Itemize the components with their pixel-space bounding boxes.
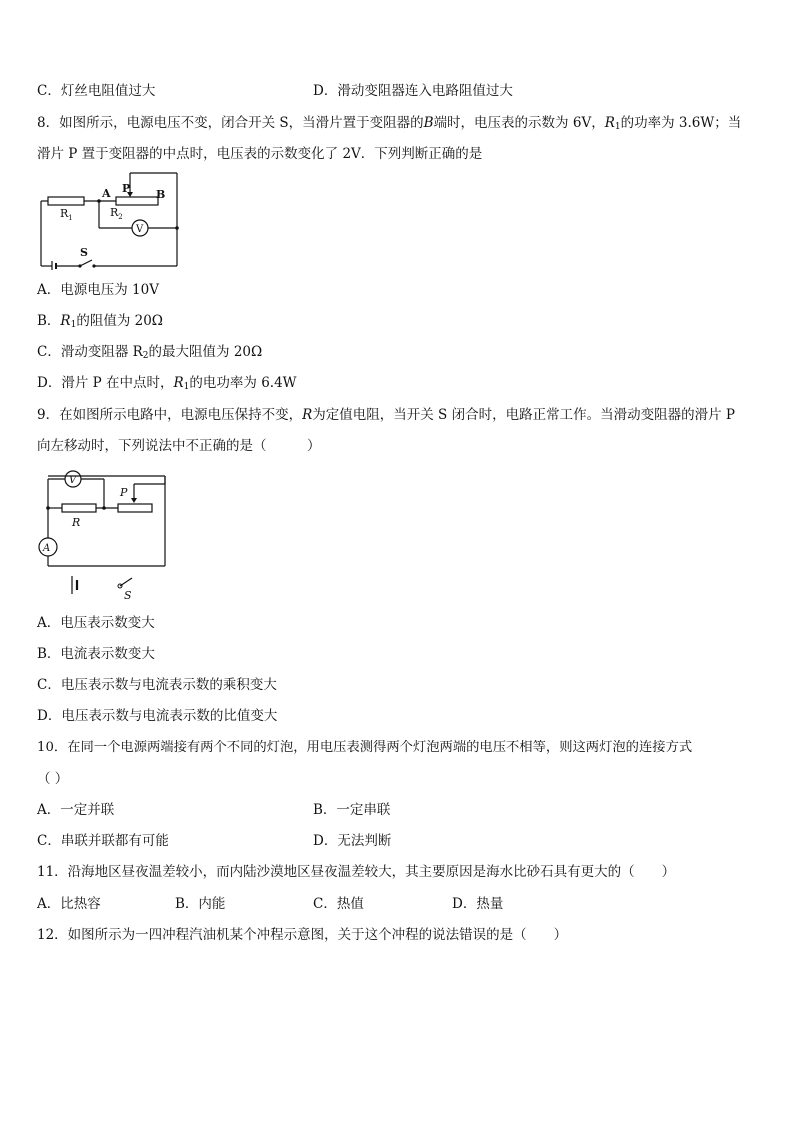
q9-resistor-r (62, 504, 96, 512)
q9-label-s: S (124, 589, 132, 602)
q8-resistor-r1 (48, 197, 84, 205)
q8-option-c: C．滑动变阻器 $R_2$的最大阻值为 20Ω (37, 344, 263, 361)
q9-label-a: A (43, 543, 51, 554)
q10-option-b: B．一定串联 (313, 802, 391, 818)
q8-circuit-diagram (36, 168, 184, 270)
q9-stem-line2: 向左移动时，下列说法中不正确的是（ ） (37, 438, 321, 454)
q11-option-a: A．比热容 (37, 896, 101, 912)
q11-stem: 11．沿海地区昼夜温差较小，而内陆沙漠地区昼夜温差较大，其主要原因是海水比砂石具有更大的（ ） (37, 864, 676, 880)
q8-label-p: P (122, 182, 131, 195)
q10-option-a: A．一定并联 (37, 802, 115, 818)
q11-option-b: B．内能 (175, 896, 226, 912)
q8-label-r1: $R_1$ (60, 207, 73, 222)
q8-label-r2: $R_2$ (110, 206, 123, 221)
q8-option-d: D．滑片 P 在中点时，$R_1$的电功率为 6.4W (37, 375, 297, 392)
q8-stem-line2: 滑片 P 置于变阻器的中点时，电压表的示数变化了 2V．下列判断正确的是 (37, 146, 483, 162)
q11-option-c: C．热值 (313, 896, 364, 912)
q11-option-d: D．热量 (452, 896, 504, 912)
q10-option-d: D．无法判断 (313, 833, 392, 849)
q8-label-a: A (102, 187, 111, 200)
q9-label-r: R (72, 516, 81, 529)
q8-label-b: B (156, 188, 166, 201)
q9-stem-line1: 9．在如图所示电路中，电源电压保持不变，R为定值电阻，当开关 S 闭合时，电路正常工作。当滑动变阻器的滑片 P (37, 407, 735, 423)
q9-option-c: C．电压表示数与电流表示数的乘积变大 (37, 677, 277, 693)
q10-option-c: C．串联并联都有可能 (37, 833, 169, 849)
q9-option-a: A．电压表示数变大 (37, 615, 155, 631)
q8-option-a: A．电源电压为 10V (37, 282, 159, 298)
q9-label-v: V (69, 475, 77, 486)
q8-label-s: S (80, 246, 88, 259)
q9-rheostat (118, 504, 152, 512)
q9-circuit-diagram (36, 462, 171, 602)
q9-option-b: B．电流表示数变大 (37, 646, 155, 662)
q7-option-d: D．滑动变阻器连入电路阻值过大 (313, 83, 513, 99)
q8-stem-line1: 8．如图所示，电源电压不变，闭合开关 S，当滑片置于变阻器的B端时，电压表的示数为 6V，$R_1$的功率为 3.6W；当 (37, 115, 742, 132)
q12-stem: 12．如图所示为一四冲程汽油机某个冲程示意图，关于这个冲程的说法错误的是（ ） (37, 927, 568, 943)
q8-rheostat-r2 (116, 197, 158, 205)
q7-option-c: C．灯丝电阻值过大 (37, 83, 156, 99)
q8-label-v: V (136, 224, 144, 235)
q9-option-d: D．电压表示数与电流表示数的比值变大 (37, 708, 278, 724)
q10-stem-line2: （ ） (37, 771, 69, 787)
q9-label-p: P (120, 486, 128, 499)
q10-stem-line1: 10．在同一个电源两端接有两个不同的灯泡，用电压表测得两个灯泡两端的电压不相等，则这两灯泡的连接方式 (37, 740, 693, 755)
q8-option-b: B．$R_1$的阻值为 20Ω (37, 313, 163, 330)
